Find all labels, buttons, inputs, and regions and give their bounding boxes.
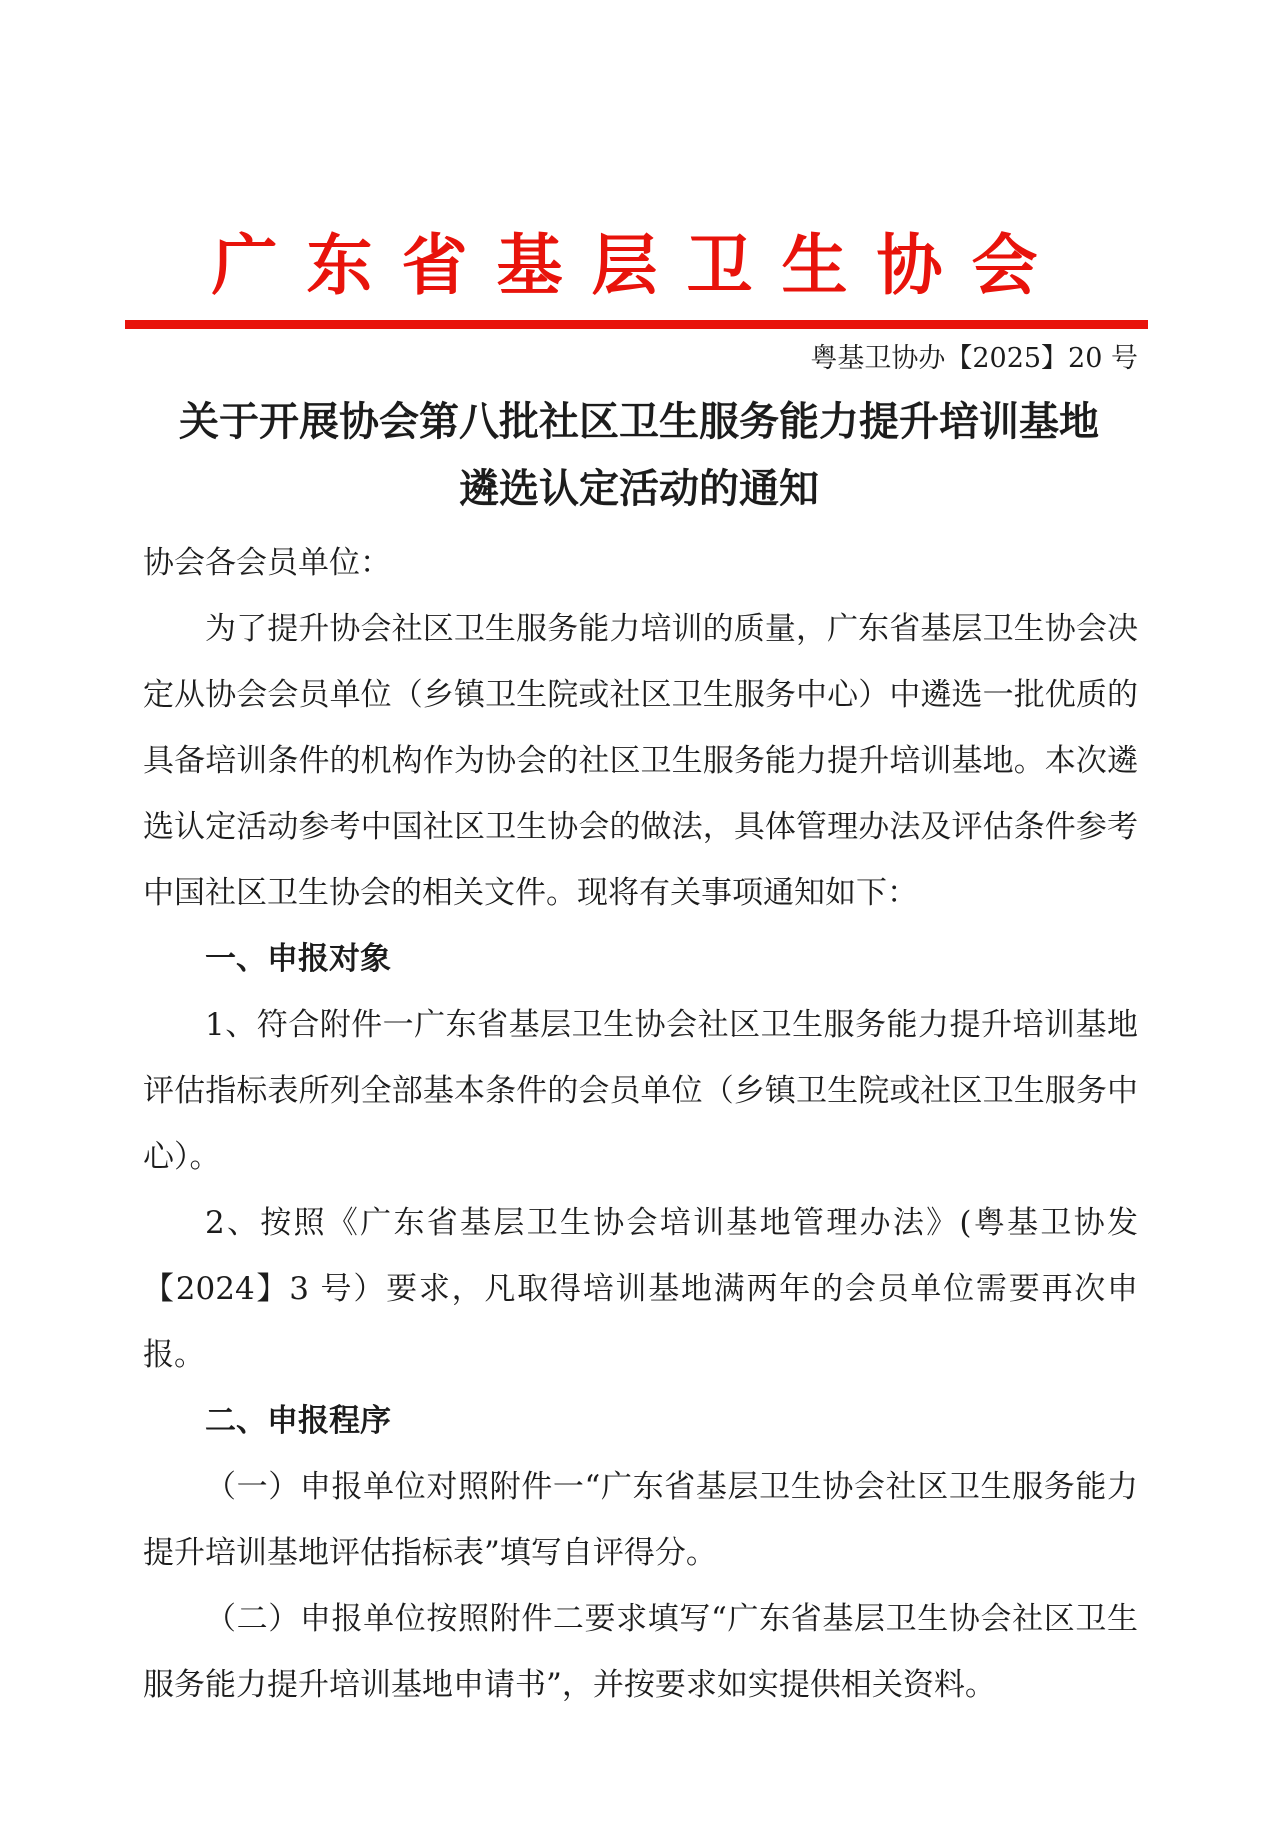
doc-title-line1: 关于开展协会第八批社区卫生服务能力提升培训基地 (179, 398, 1099, 445)
document-page (0, 227, 1278, 1832)
doc-body (143, 530, 1138, 1718)
section-1-item-1: 1、符合附件一广东省基层卫生协会社区卫生服务能力提升培训基地评估指标表所列全部基本条件的会员单位（乡镇卫生院或社区卫生服务中心）。 (143, 1007, 1138, 1175)
doc-number: 粤基卫协办【2025】20 号 (810, 343, 1138, 374)
section-2-heading: 二、申报程序 (205, 1403, 391, 1439)
section-2-item-2: （二）申报单位按照附件二要求填写“广东省基层卫生协会社区卫生服务能力提升培训基地申请书”，并按要求如实提供相关资料。 (143, 1601, 1138, 1703)
salutation: 协会各会员单位： (143, 545, 391, 581)
doc-title-line2: 遴选认定活动的通知 (459, 465, 819, 512)
doc-title (0, 388, 1278, 522)
org-name-red-header: 广东省基层卫生协会 (211, 227, 1067, 304)
section-2-item-1: （一）申报单位对照附件一“广东省基层卫生协会社区卫生服务能力提升培训基地评估指标表”填写自评得分。 (143, 1469, 1138, 1571)
section-1-heading: 一、申报对象 (205, 941, 391, 977)
section-1-item-2: 2、按照《广东省基层卫生协会培训基地管理办法》(粤基卫协发【2024】3 号）要求，凡取得培训基地满两年的会员单位需要再次申报。 (143, 1205, 1138, 1373)
red-divider-line (125, 320, 1148, 329)
intro-paragraph: 为了提升协会社区卫生服务能力培训的质量，广东省基层卫生协会决定从协会会员单位（乡镇卫生院或社区卫生服务中心）中遴选一批优质的具备培训条件的机构作为协会的社区卫生服务能力提升培训基地。本次遴选认定活动参考中国社区卫生协会的做法，具体管理办法及评估条件参考中国社区卫生协会的相关文件。现将有关事项通知如下： (143, 611, 1138, 911)
